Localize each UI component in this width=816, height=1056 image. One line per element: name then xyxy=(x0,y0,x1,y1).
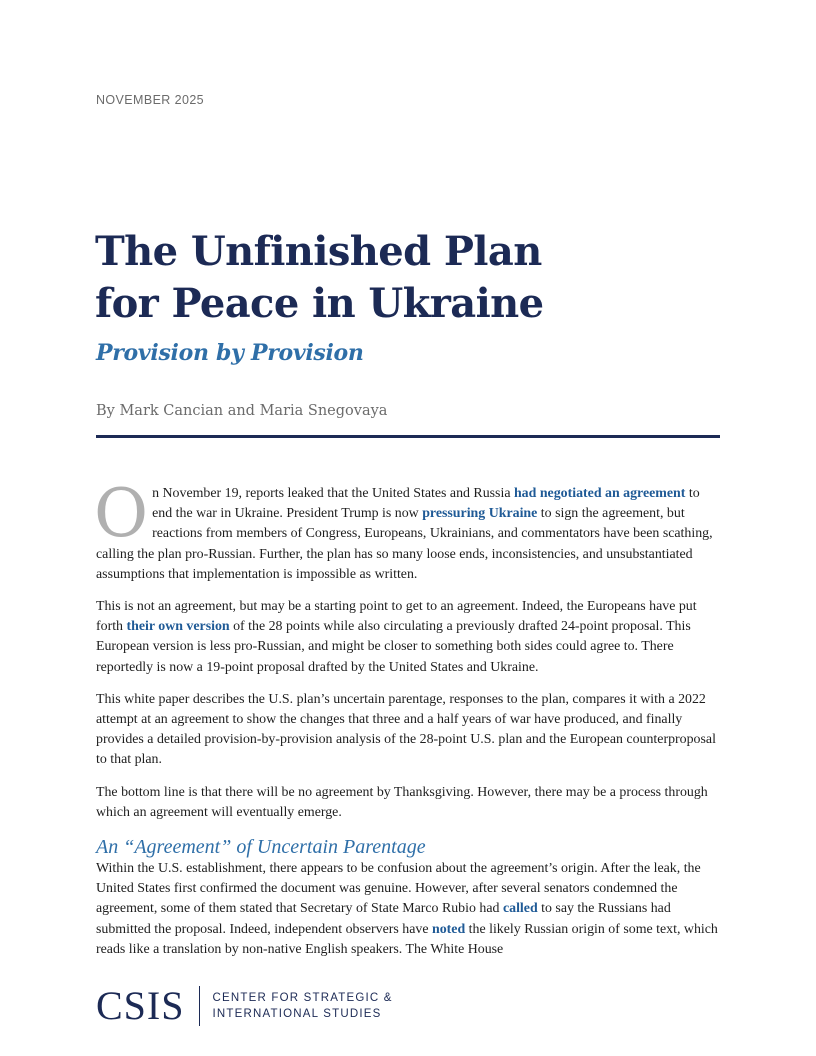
link-pressuring-ukraine[interactable]: pressuring Ukraine xyxy=(422,506,538,522)
footer-divider xyxy=(199,986,200,1026)
page-title xyxy=(95,226,735,330)
paragraph-4: The bottom line is that there will be no agreement by Thanksgiving. However, there may be a process through which an agreement will eventually emerge. xyxy=(96,784,708,820)
paragraph-2 xyxy=(96,597,720,678)
paragraph-text: to say the Russians had submitted the proposal. Indeed, independent observers have xyxy=(96,901,671,937)
page-subtitle: Provision by Provision xyxy=(96,340,364,366)
paragraph-text: Within the U.S. establishment, there appears to be confusion about the agreement’s origin. After the leak, the United States first confirmed the document was genuine. However, after several senators condemned the agreement, some of them stated that Secretary of State Marco Rubio had xyxy=(96,861,701,917)
link-called[interactable]: called xyxy=(502,901,538,917)
paragraph-5 xyxy=(96,859,720,960)
author-byline: By Mark Cancian and Maria Snegovaya xyxy=(96,403,388,419)
title-line-1: The Unfinished Plan xyxy=(95,228,542,275)
drop-cap: O xyxy=(94,475,149,552)
publication-date: NOVEMBER 2025 xyxy=(96,93,205,107)
paragraph-text: to sign the agreement, but reactions from members of Congress, Europeans, Ukrainians, and commentators have been scathing, calling the plan pro-Russian. Further, the plan has so many loose ends, inconsistencies, and unsubstantiated assumptions that implementation is impossible as written. xyxy=(96,506,713,582)
title-line-2: for Peace in Ukraine xyxy=(95,280,544,327)
title-divider xyxy=(96,435,720,438)
link-their-own-version[interactable]: their own version xyxy=(126,619,230,635)
org-line-2: INTERNATIONAL STUDIES xyxy=(212,1008,382,1020)
link-had-negotiated-an-agreement[interactable]: had negotiated an agreement xyxy=(513,486,686,501)
page-footer xyxy=(96,984,393,1028)
paragraph-text: to end the war in Ukraine. President Trump is now xyxy=(152,486,700,522)
paragraph-text: of the 28 points while also circulating a previously drafted 24-point proposal. This European version is less pro-Russian, and might be closer to something both sides could agree to. There reportedly is now a 19-point proposal drafted by the United States and Ukraine. xyxy=(96,619,691,675)
paragraph-text: n November 19, reports leaked that the United States and Russia xyxy=(152,486,514,501)
paragraph-intro xyxy=(94,475,720,585)
section-heading: An “Agreement” of Uncertain Parentage xyxy=(96,836,426,859)
article-body xyxy=(94,475,720,972)
paragraph-text: This is not an agreement, but may be a starting point to get to an agreement. Indeed, the Europeans have put forth xyxy=(96,599,697,635)
link-noted[interactable]: noted xyxy=(431,921,466,937)
paragraph-3: This white paper describes the U.S. plan’s uncertain parentage, responses to the plan, compares it with a 2022 attempt at an agreement to show the changes that three and a half years of war have produced, and finally provides a detailed provision-by-provision analysis of the 28-point U.S. plan and the European counterproposal to that plan. xyxy=(96,691,716,768)
paragraph-text: the likely Russian origin of some text, which reads like a translation by non-native English speakers. The White House xyxy=(96,921,718,957)
csis-logo: CSIS xyxy=(96,983,185,1028)
org-line-1: CENTER FOR STRATEGIC & xyxy=(212,992,393,1004)
organization-name xyxy=(213,990,393,1022)
